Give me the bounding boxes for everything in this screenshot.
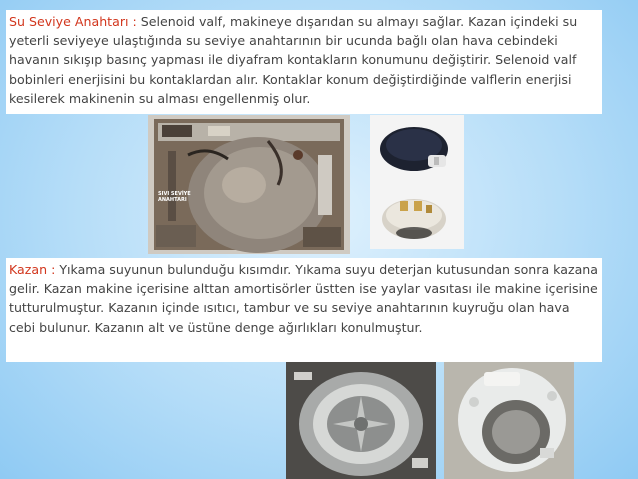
water-level-switch-photo [370, 115, 464, 249]
drum-side-photo [444, 362, 574, 479]
drum-front-photo [286, 362, 436, 479]
kazan-text-box [6, 258, 602, 362]
machine-interior-photo [148, 115, 350, 254]
su-seviye-text-box [6, 10, 602, 114]
su-seviye-description: Selenoid valf, makineye dışarıdan su almayı sağlar. Kazan içindeki su yeterli seviyeye ulaştığında su seviye anahtarının bir ucunda bağlı olan hava cebindeki havanın sıkışıp basınç yapması ile diyafram kontakların konumunu değiştirir. Selenoid valf bobinleri enerjisini bu kontaklardan alır. Kontaklar konum değiştirdiğinde valflerin enerjisi kesilerek makinenin su alması engellenmiş olur. [9, 14, 578, 106]
kazan-description: Yıkama suyunun bulunduğu kısımdır. Yıkama suyu deterjan kutusundan sonra kazana gelir. Kazan makine içerisine alttan amortisörler üstten ise yaylar vasıtası ile makine içerisine tutturulmuştur. Kazanın içinde ısıtıcı, tambur ve su seviye anahtarının kuyruğu olan hava cebi bulunur. Kazanın alt ve üstüne denge ağırlıkları konulmuştur. [9, 262, 598, 335]
kazan-heading: Kazan : [9, 262, 56, 277]
su-seviye-heading: Su Seviye Anahtarı : [9, 14, 137, 29]
photo-callout-label: SIVI SEVİYE ANAHTARI [158, 191, 191, 203]
